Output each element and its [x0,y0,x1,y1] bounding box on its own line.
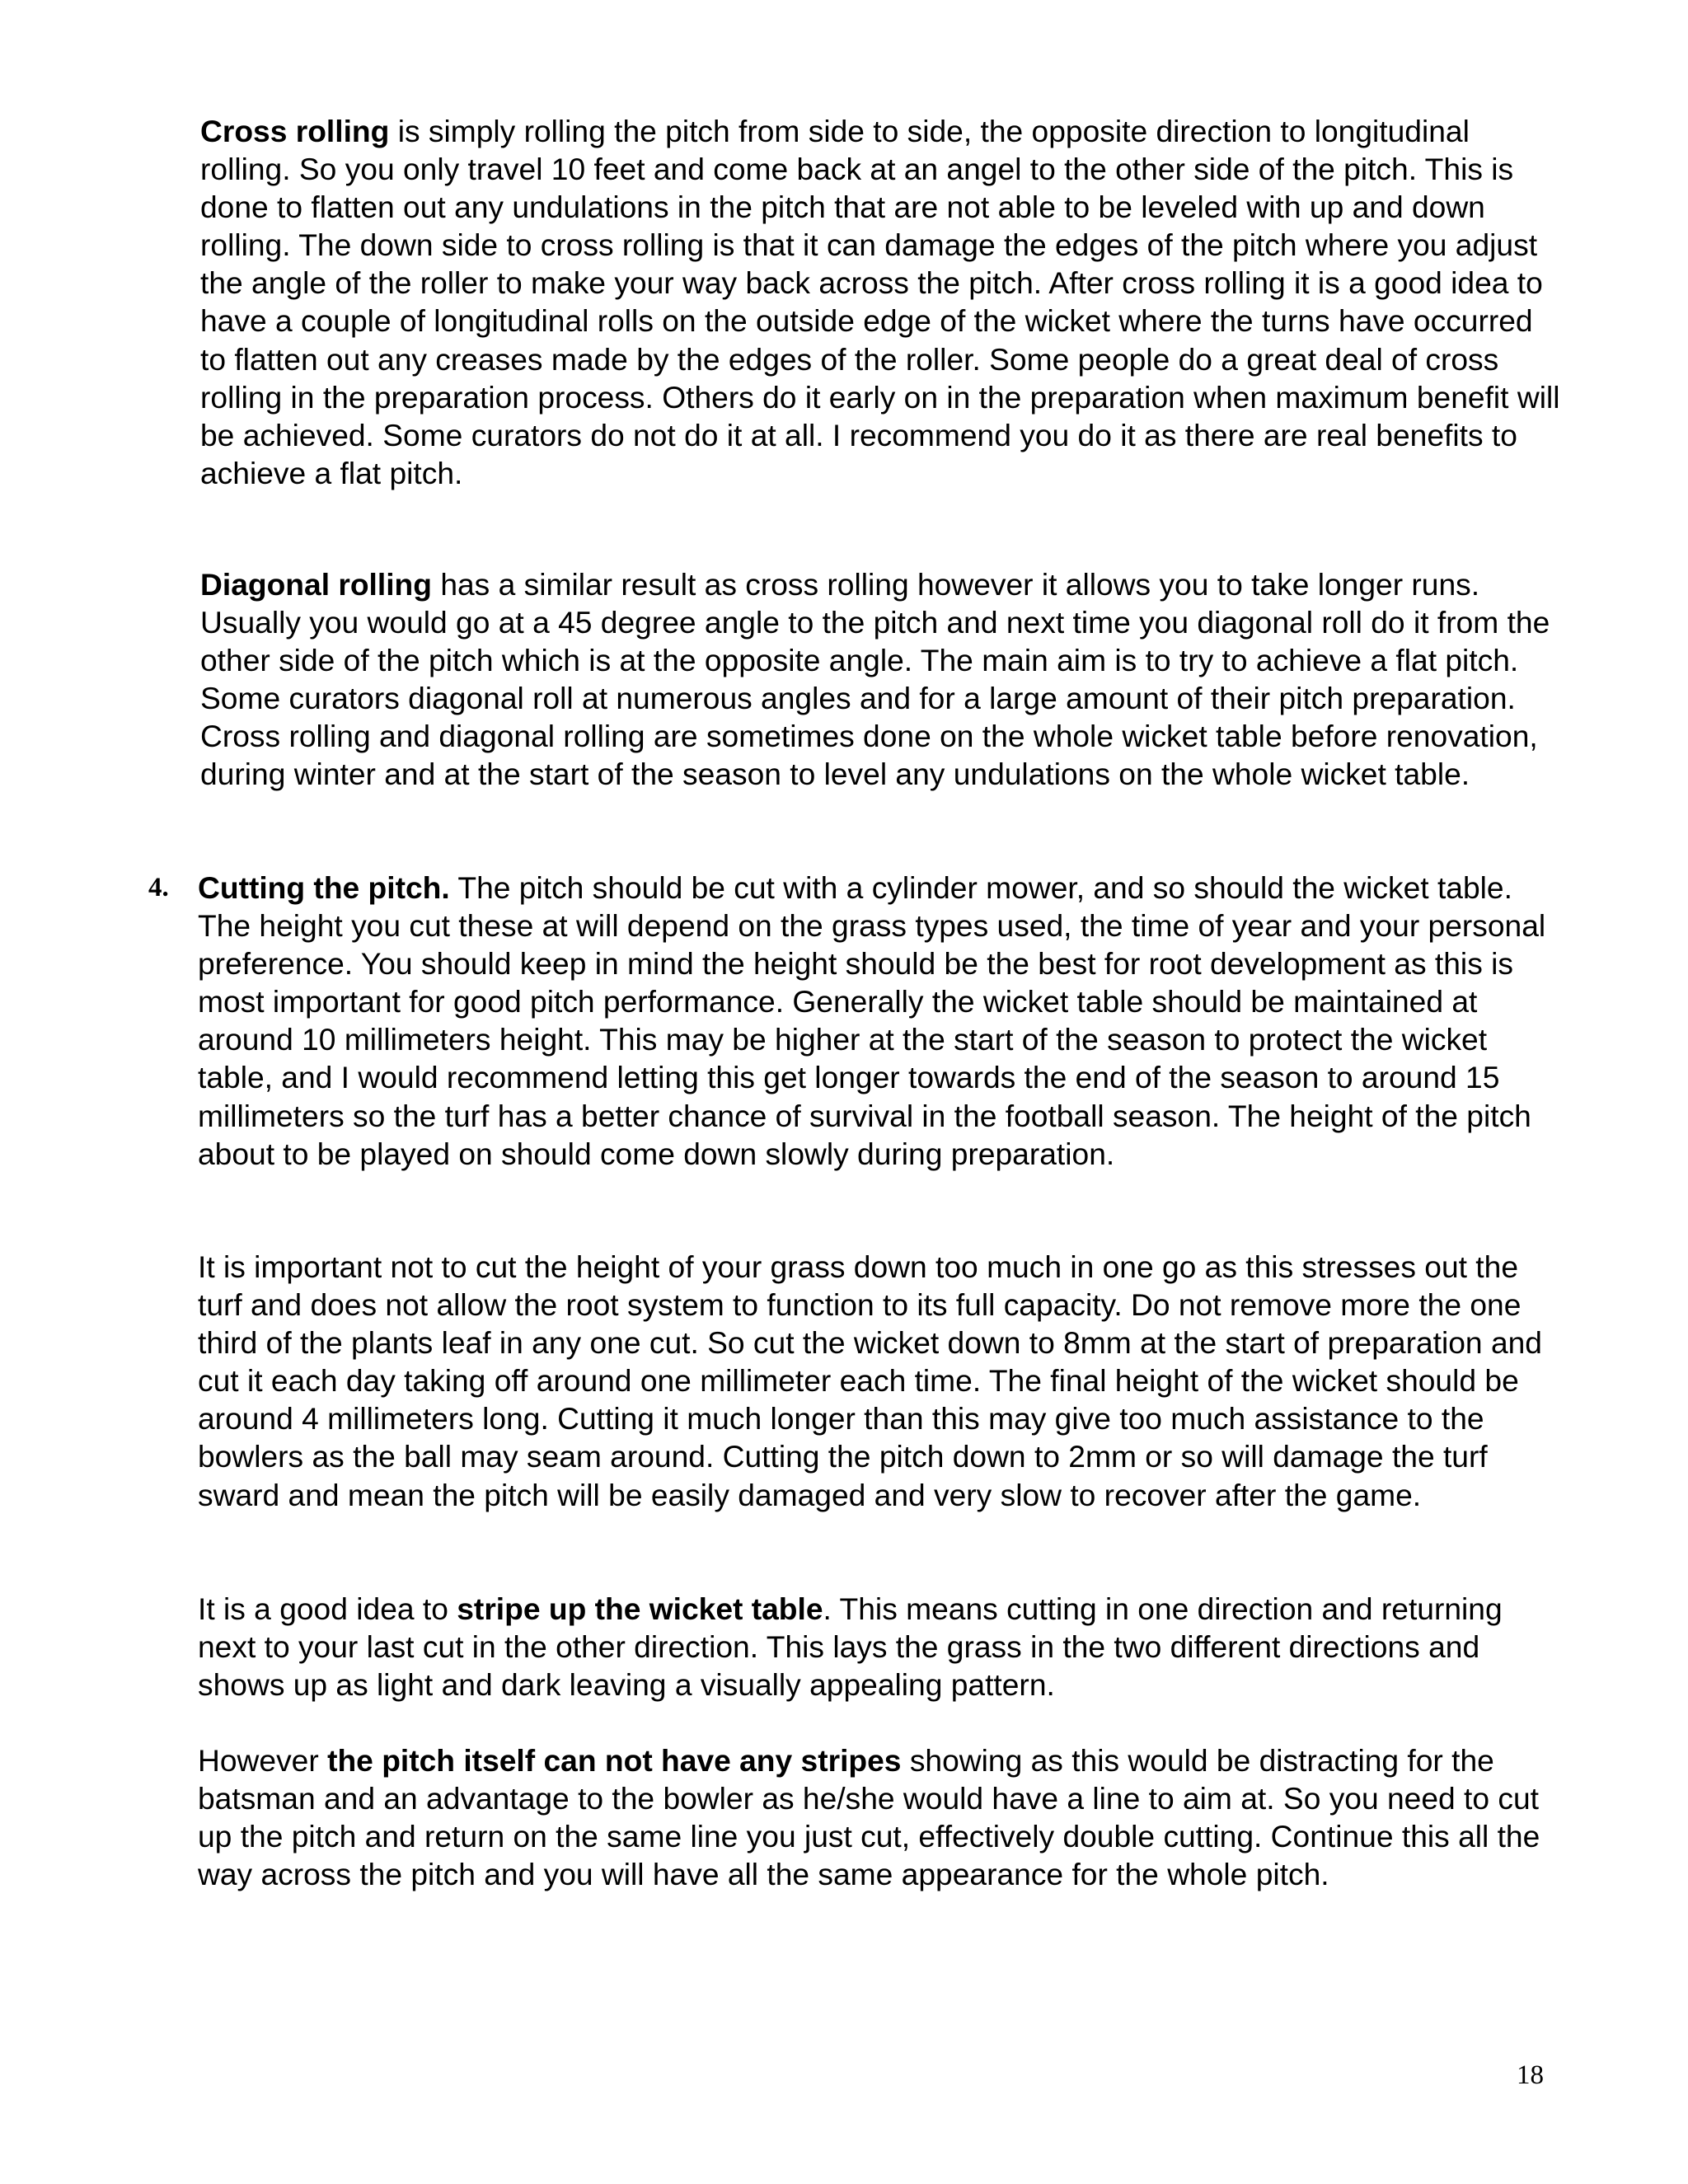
paragraph-cross-rolling [200,112,1562,492]
term-diagonal-rolling: Diagonal rolling [200,567,432,602]
paragraph-cutting-height [198,1248,1559,1514]
term-cross-rolling: Cross rolling [200,114,390,148]
text-diagonal-rolling: has a similar result as cross rolling however it allows you to take longer runs. Usually you would go at a 45 degree angle to the pitch and next time you diagonal roll do it from the other side of the pitch which is at the opposite angle. The main aim is to try to achieve a flat pitch. Some curators diagonal roll at numerous angles and for a large amount of their pitch preparation. Cross rolling and diagonal rolling are sometimes done on the whole wicket table before renovation, during winter and at the start of the season to level any undulations on the whole wicket table. [200,567,1550,792]
text-cutting-height: It is important not to cut the height of your grass down too much in one go as this stresses out the turf and does not allow the root system to function to its full capacity. Do not remove more the one third of the plants leaf in any one cut. So cut the wicket down to 8mm at the start of preparation and cut it each day taking off around one millimeter each time. The final height of the wicket should be around 4 millimeters long. Cutting it much longer than this may give too much assistance to the bowlers as the ball may seam around. Cutting the pitch down to 2mm or so will damage the turf sward and mean the pitch will be easily damaged and very slow to recover after the game. [198,1249,1542,1512]
text-stripe-before: It is a good idea to [198,1591,457,1626]
text-no-stripes-before: However [198,1743,328,1778]
page-number: 18 [1517,2060,1544,2090]
paragraph-cutting-the-pitch [198,869,1559,1173]
text-cutting-the-pitch: The pitch should be cut with a cylinder mower, and so should the wicket table. The height you cut these at will depend on the grass types used, the time of year and your personal preference. You should keep in mind the height should be the best for root development as this is most important for good pitch performance. Generally the wicket table should be maintained at around 10 millimeters height. This may be higher at the start of the season to protect the wicket table, and I would recommend letting this get longer towards the end of the season to around 15 millimeters so the turf has a better chance of survival in the football season. The height of the pitch about to be played on should come down slowly during preparation. [198,870,1546,1171]
term-cutting-the-pitch: Cutting the pitch. [198,870,450,905]
paragraph-diagonal-rolling [200,565,1562,794]
paragraph-stripe-wicket-table [198,1590,1559,1704]
list-item-number: 4. [148,873,169,902]
text-cross-rolling: is simply rolling the pitch from side to side, the opposite direction to longitudinal rolling. So you only travel 10 feet and come back at an angel to the other side of the pitch. This is done to flatten out any undulations in the pitch that are not able to be leveled with up and down rolling. The down side to cross rolling is that it can damage the edges of the pitch where you adjust the angle of the roller to make your way back across the pitch. After cross rolling it is a good idea to have a couple of longitudinal rolls on the outside edge of the wicket where the turns have occurred to flatten out any creases made by the edges of the roller. Some people do a great deal of cross rolling in the preparation process. Others do it early on in the preparation when maximum benefit will be achieved. Some curators do not do it at all. I recommend you do it as there are real benefits to achieve a flat pitch. [200,114,1560,490]
text-stripe-after: . This means cutting in one direction and returning next to your last cut in the other direction. This lays the grass in the two different directions and shows up as light and dark leaving a visually appealing pattern. [198,1591,1503,1703]
paragraph-no-stripes [198,1741,1559,1893]
term-stripe-wicket-table: stripe up the wicket table [457,1591,823,1626]
text-no-stripes-after: showing as this would be distracting for the batsman and an advantage to the bowler as he/she would have a line to aim at. So you need to cut up the pitch and return on the same line you just cut, effectively double cutting. Continue this all the way across the pitch and you will have all the same appearance for the whole pitch. [198,1743,1540,1892]
term-no-stripes: the pitch itself can not have any stripes [327,1743,902,1778]
